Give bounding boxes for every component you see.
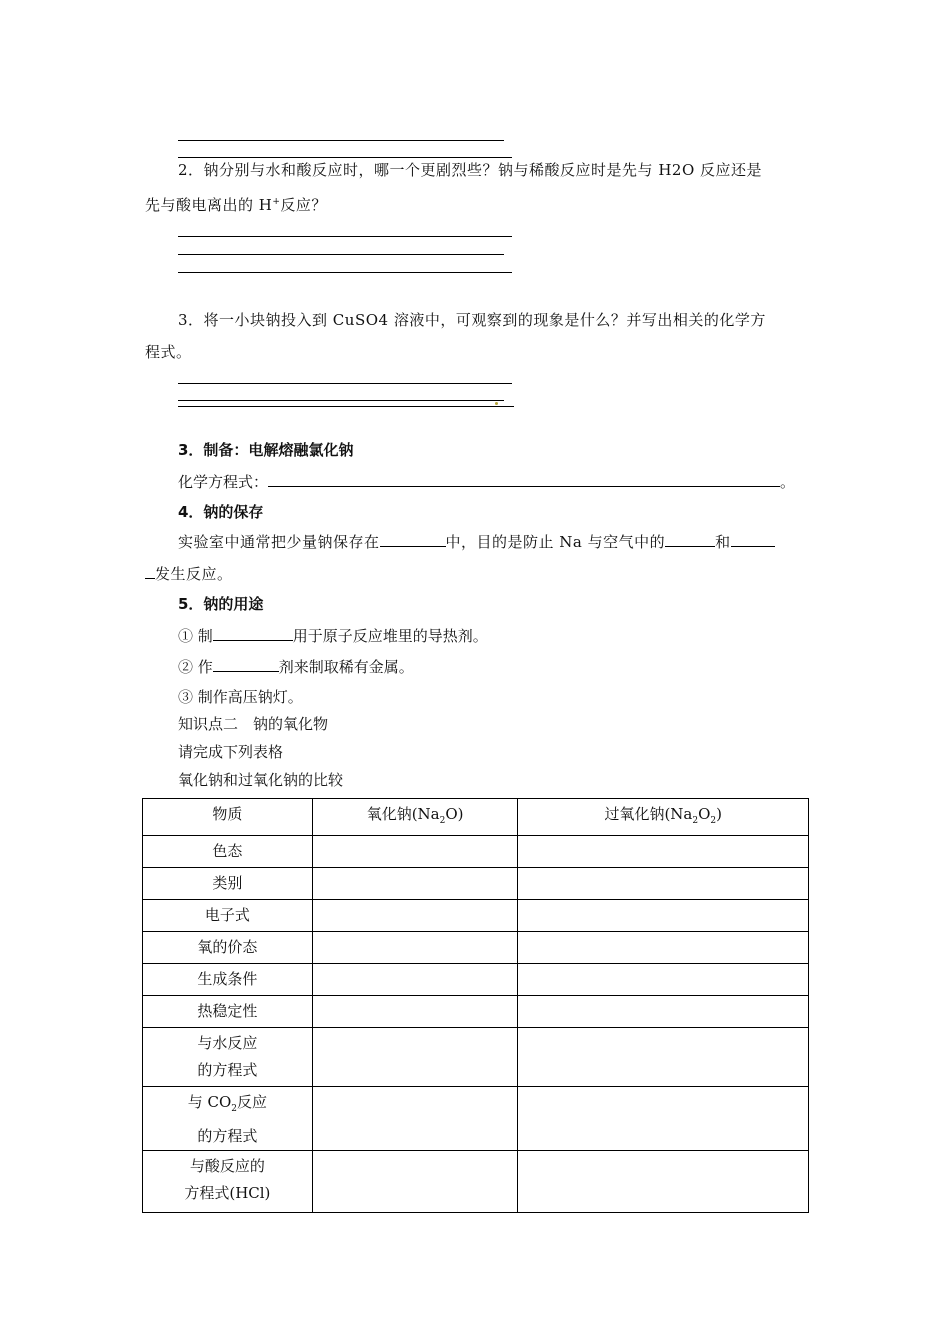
answer-cell[interactable] (518, 836, 809, 868)
table-row (143, 932, 809, 964)
prep-equation: 化学方程式： 。 (178, 473, 796, 491)
kp2-title: 知识点二 钠的氧化物 (178, 715, 329, 733)
table-row (143, 836, 809, 868)
table-row (143, 868, 809, 900)
storage-text: 实验室中通常把少量钠保存在 中，目的是防止 Na 与空气中的 和 发生反应。 (145, 526, 810, 590)
answer-line (178, 236, 512, 237)
answer-cell[interactable] (312, 964, 518, 996)
answer-line (178, 406, 514, 407)
header-na2o: 氧化钠$(Na_2O)$ (312, 799, 518, 836)
comparison-table (142, 798, 809, 1213)
answer-cell[interactable] (312, 996, 518, 1028)
blank-air-component-2[interactable] (731, 531, 775, 547)
answer-cell[interactable] (518, 996, 809, 1028)
answer-cell[interactable] (518, 1151, 809, 1213)
answer-line (178, 140, 504, 141)
use-item-2: ② 作 剂来制取稀有金属。 (178, 658, 414, 676)
table-caption: 氧化钠和过氧化钠的比较 (178, 771, 344, 789)
blank-air-component-2-cont[interactable] (145, 563, 155, 579)
prep-heading: 3．制备：电解熔融氯化钠 (178, 441, 354, 459)
use-item-3: ③ 制作高压钠灯。 (178, 688, 303, 706)
table-row (143, 1087, 809, 1151)
table-row (143, 900, 809, 932)
answer-cell[interactable] (518, 964, 809, 996)
header-na2o2: 过氧化钠$(Na_2O_2)$ (518, 799, 809, 836)
answer-cell[interactable] (312, 900, 518, 932)
header-substance: 物质 (143, 799, 313, 836)
row-label-co2: 与 $CO_2$反应 的方程式 (143, 1087, 313, 1151)
answer-cell[interactable] (312, 1151, 518, 1213)
answer-line (178, 383, 512, 384)
row-label-acid: 与酸反应的 方程式(HCl) (143, 1151, 313, 1213)
answer-cell[interactable] (518, 868, 809, 900)
use-item-1: ① 制 用于原子反应堆里的导热剂。 (178, 627, 488, 645)
marker-dot (495, 402, 498, 405)
answer-line (178, 254, 504, 255)
row-label-stability: 热稳定性 (143, 996, 313, 1028)
kp2-instruction: 请完成下列表格 (178, 743, 284, 761)
row-label-color: 色态 (143, 836, 313, 868)
answer-cell[interactable] (312, 1087, 518, 1151)
question-3 (145, 304, 810, 368)
answer-cell[interactable] (518, 1087, 809, 1151)
storage-heading: 4．钠的保存 (178, 503, 264, 521)
table-row (143, 1151, 809, 1213)
row-label-condition: 生成条件 (143, 964, 313, 996)
question-2 (145, 154, 810, 221)
blank-storage-medium[interactable] (380, 531, 446, 547)
answer-cell[interactable] (518, 1028, 809, 1087)
question-3-line1: 3．将一小块钠投入到 CuSO4 溶液中，可观察到的现象是什么？并写出相关的化学方 (178, 311, 766, 329)
table-row (143, 1028, 809, 1087)
table-row (143, 996, 809, 1028)
question-2-line2: 先与酸电离出的 H+反应？ (145, 196, 327, 214)
answer-cell[interactable] (518, 900, 809, 932)
row-label-water: 与水反应 的方程式 (143, 1028, 313, 1087)
table-header-row (143, 799, 809, 836)
answer-cell[interactable] (312, 868, 518, 900)
row-label-class: 类别 (143, 868, 313, 900)
blank-use-1[interactable] (213, 625, 293, 641)
answer-cell[interactable] (312, 836, 518, 868)
table-row (143, 964, 809, 996)
answer-cell[interactable] (312, 932, 518, 964)
row-label-valence: 氧的价态 (143, 932, 313, 964)
uses-heading: 5．钠的用途 (178, 595, 264, 613)
blank-air-component-1[interactable] (665, 531, 715, 547)
answer-line (178, 272, 512, 273)
question-2-line1: 2．钠分别与水和酸反应时，哪一个更剧烈些？钠与稀酸反应时是先与 H2O 反应还是 (178, 161, 763, 179)
answer-cell[interactable] (312, 1028, 518, 1087)
blank-equation[interactable] (268, 471, 780, 487)
row-label-electron: 电子式 (143, 900, 313, 932)
question-3-line2: 程式。 (145, 343, 192, 361)
answer-line (178, 400, 504, 401)
blank-use-2[interactable] (213, 656, 279, 672)
answer-cell[interactable] (518, 932, 809, 964)
